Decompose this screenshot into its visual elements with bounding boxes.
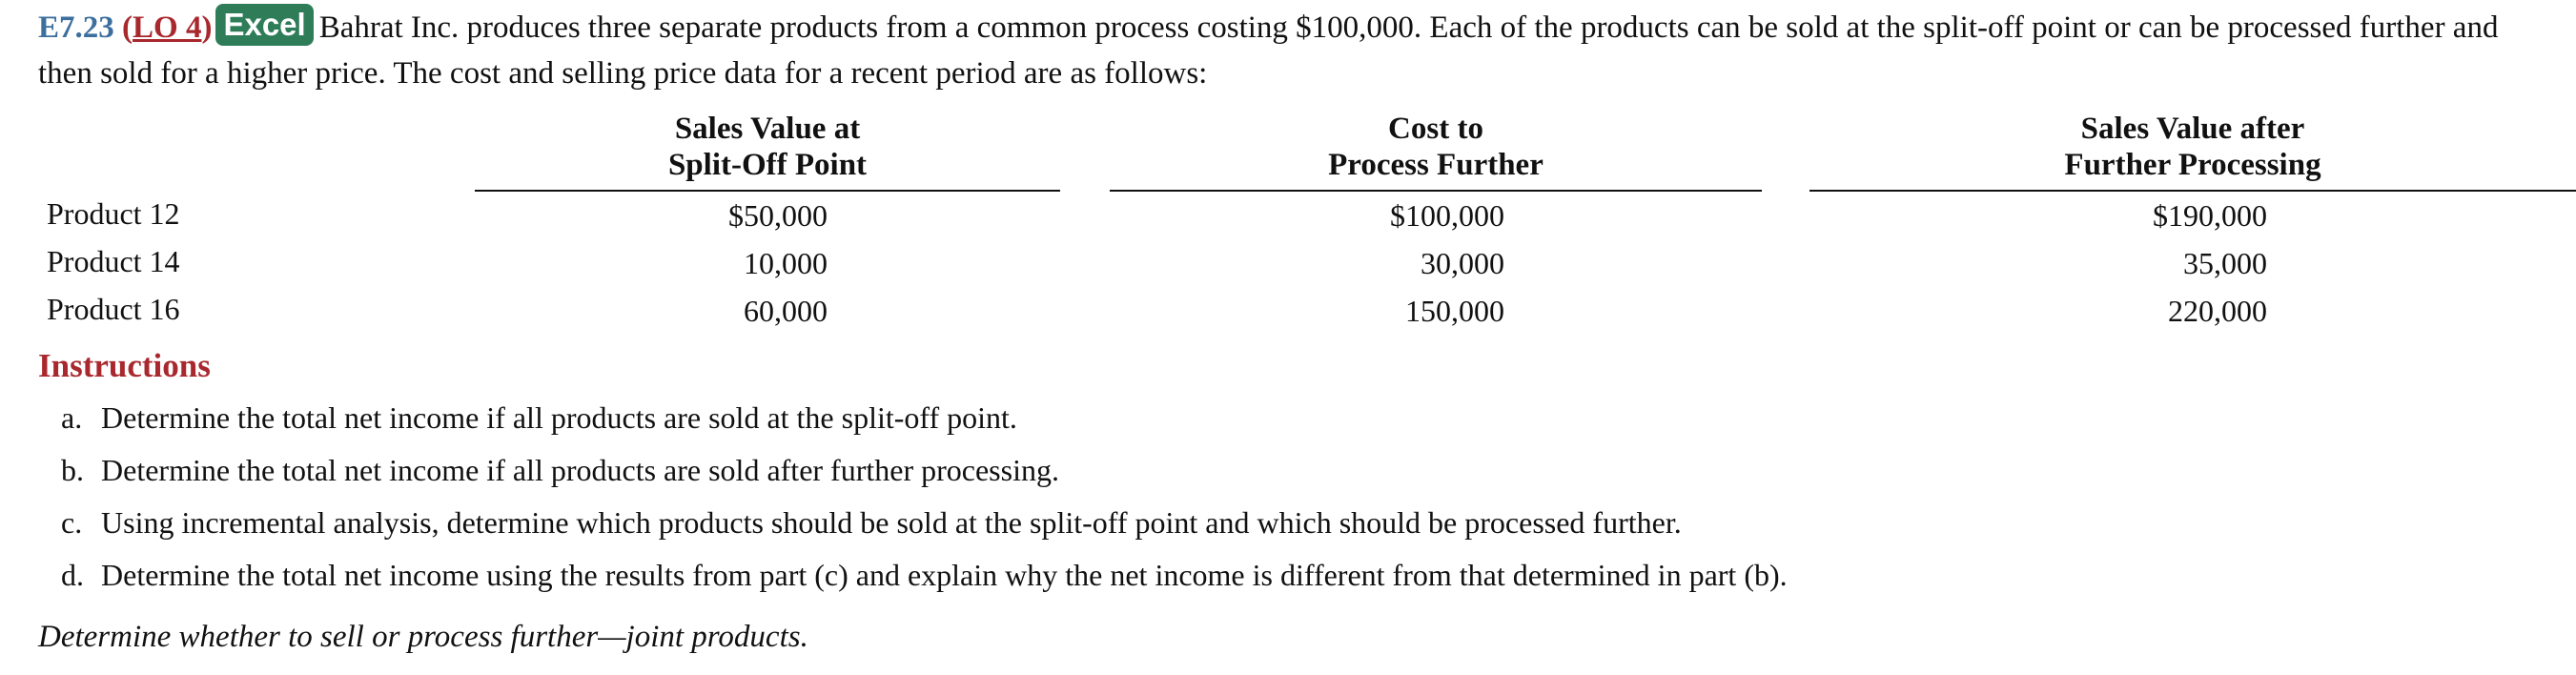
column-header-cost <box>1110 111 1762 183</box>
instruction-item <box>61 558 1788 593</box>
instruction-letter: c. <box>61 505 83 540</box>
learning-objective-summary: Determine whether to sell or process further—joint products. <box>38 620 808 654</box>
cell-sales-after-processing: $190,000 <box>2153 198 2267 233</box>
instruction-item <box>61 400 1017 436</box>
cell-sales-after-processing: 35,000 <box>2183 246 2267 280</box>
column-rule-after-processing <box>1809 190 2576 192</box>
instruction-letter: a. <box>61 400 83 435</box>
cell-cost-to-process: 30,000 <box>1421 246 1504 280</box>
cell-sales-after-processing: 220,000 <box>2168 294 2267 328</box>
column-header-line1: Sales Value after <box>2080 112 2305 146</box>
column-header-line1: Cost to <box>1388 112 1483 146</box>
cell-split-off-value: $50,000 <box>728 198 828 233</box>
instruction-letter: d. <box>61 558 84 592</box>
cell-cost-to-process: 150,000 <box>1405 294 1504 328</box>
column-header-line2: Process Further <box>1328 148 1544 182</box>
instruction-text: Determine the total net income if all products are sold at the split-off point. <box>101 400 1017 435</box>
learning-objective-link[interactable]: LO 4 <box>133 10 202 45</box>
exercise-intro-text: Bahrat Inc. produces three separate products from a common process costing $100,000. Each of the products can be sold at the split-off point or can be processed further and then sold for a higher price. The cost and selling price data for a recent period are as follows: <box>38 10 2499 91</box>
instruction-item <box>61 453 1059 488</box>
row-label-product-16: Product 16 <box>47 292 180 326</box>
row-label-product-14: Product 14 <box>47 244 180 278</box>
cell-split-off-value: 10,000 <box>744 246 828 280</box>
column-header-line2: Further Processing <box>2064 148 2321 182</box>
column-rule-cost <box>1110 190 1762 192</box>
instruction-text: Determine the total net income if all products are sold after further processing. <box>101 453 1059 487</box>
column-header-line1: Sales Value at <box>674 112 861 146</box>
lo-open-paren: ( <box>122 10 133 45</box>
column-header-line2: Split-Off Point <box>667 148 868 182</box>
instructions-title: Instructions <box>38 347 211 384</box>
instruction-text: Using incremental analysis, determine which products should be sold at the split-off point and which should be processed further. <box>101 505 1682 540</box>
exercise-number: E7.23 <box>38 10 114 45</box>
column-header-split-off <box>475 111 1060 183</box>
row-label-product-12: Product 12 <box>47 196 180 231</box>
excel-badge[interactable]: Excel <box>215 4 313 46</box>
column-header-after-processing <box>1809 111 2576 183</box>
instruction-item <box>61 505 1682 541</box>
instruction-letter: b. <box>61 453 84 487</box>
cell-cost-to-process: $100,000 <box>1390 198 1504 233</box>
cell-split-off-value: 60,000 <box>744 294 828 328</box>
column-rule-split-off <box>475 190 1060 192</box>
instruction-text: Determine the total net income using the results from part (c) and explain why the net income is different from that determined in part (b). <box>101 558 1788 592</box>
lo-close-paren: ) <box>201 10 213 45</box>
exercise-intro <box>38 4 2555 96</box>
